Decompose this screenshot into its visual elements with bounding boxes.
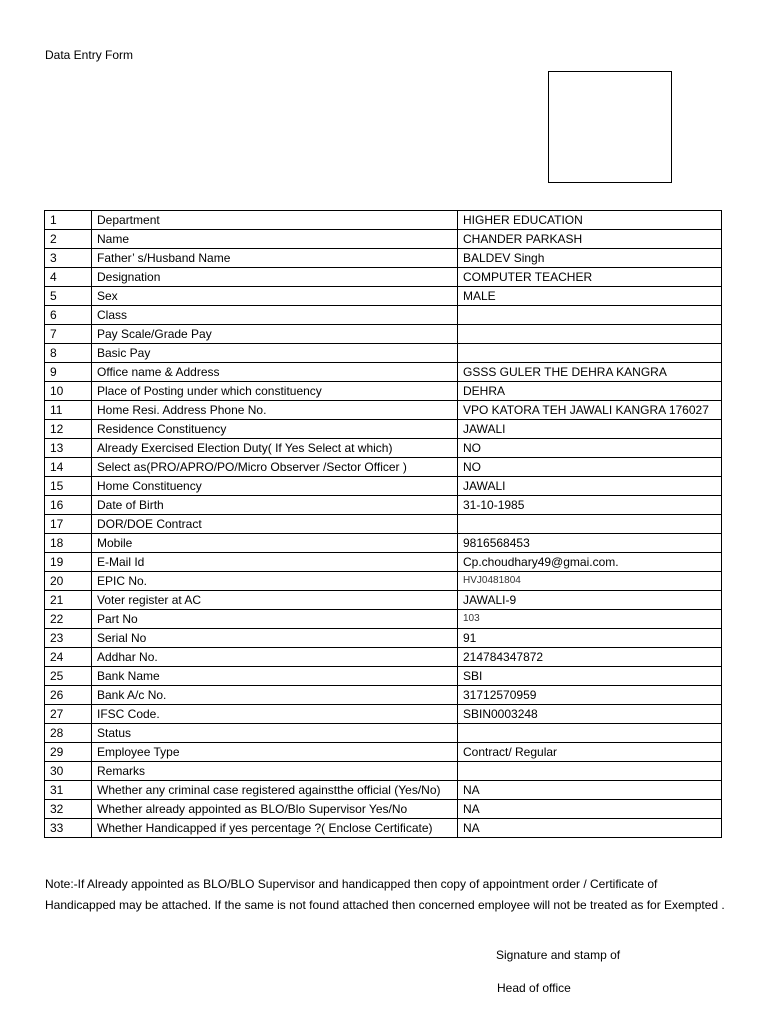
photo-box [548, 71, 672, 183]
row-number: 1 [45, 211, 92, 230]
field-value: BALDEV Singh [458, 249, 722, 268]
row-number: 9 [45, 363, 92, 382]
field-label: Employee Type [92, 743, 458, 762]
field-value [458, 762, 722, 781]
field-label: Pay Scale/Grade Pay [92, 325, 458, 344]
table-row [45, 667, 722, 686]
head-of-office-label: Head of office [497, 981, 571, 995]
field-label: E-Mail Id [92, 553, 458, 572]
field-label: Place of Posting under which constituency [92, 382, 458, 401]
field-label: Status [92, 724, 458, 743]
table-row [45, 268, 722, 287]
table-row [45, 287, 722, 306]
row-number: 30 [45, 762, 92, 781]
field-label: Bank Name [92, 667, 458, 686]
field-value: 103 [458, 610, 722, 629]
field-label: Designation [92, 268, 458, 287]
field-value: DEHRA [458, 382, 722, 401]
note-text: Note:-If Already appointed as BLO/BLO Supervisor and handicapped then copy of appointment order / Certificate of Handicapped may be attached. If the same is not found attached then concerned employee will not be treated as for Exempted . [45, 877, 725, 912]
field-value [458, 515, 722, 534]
field-label: Bank A/c No. [92, 686, 458, 705]
field-value: GSSS GULER THE DEHRA KANGRA [458, 363, 722, 382]
table-row [45, 724, 722, 743]
row-number: 3 [45, 249, 92, 268]
row-number: 24 [45, 648, 92, 667]
table-row [45, 591, 722, 610]
table-row [45, 420, 722, 439]
table-row [45, 401, 722, 420]
field-value: JAWALI [458, 420, 722, 439]
field-value: NA [458, 819, 722, 838]
row-number: 8 [45, 344, 92, 363]
field-value: NO [458, 439, 722, 458]
table-row [45, 648, 722, 667]
row-number: 29 [45, 743, 92, 762]
field-value: JAWALI-9 [458, 591, 722, 610]
table-row [45, 249, 722, 268]
row-number: 27 [45, 705, 92, 724]
table-row [45, 382, 722, 401]
field-label: Name [92, 230, 458, 249]
field-value: NO [458, 458, 722, 477]
field-value: 31712570959 [458, 686, 722, 705]
row-number: 6 [45, 306, 92, 325]
form-title: Data Entry Form [45, 48, 134, 62]
table-row [45, 610, 722, 629]
field-label: Serial No [92, 629, 458, 648]
field-label: Voter register at AC [92, 591, 458, 610]
row-number: 28 [45, 724, 92, 743]
table-row [45, 762, 722, 781]
table-row [45, 819, 722, 838]
row-number: 5 [45, 287, 92, 306]
field-label: Addhar No. [92, 648, 458, 667]
row-number: 21 [45, 591, 92, 610]
table-row [45, 534, 722, 553]
field-value: Cp.choudhary49@gmai.com. [458, 553, 722, 572]
field-label: Sex [92, 287, 458, 306]
field-value: MALE [458, 287, 722, 306]
field-value [458, 724, 722, 743]
row-number: 11 [45, 401, 92, 420]
row-number: 4 [45, 268, 92, 287]
field-value: NA [458, 800, 722, 819]
table-row [45, 344, 722, 363]
row-number: 15 [45, 477, 92, 496]
table-row [45, 211, 722, 230]
row-number: 2 [45, 230, 92, 249]
field-value: 31-10-1985 [458, 496, 722, 515]
field-label: Father’ s/Husband Name [92, 249, 458, 268]
field-label: Whether already appointed as BLO/Blo Supervisor Yes/No [92, 800, 458, 819]
field-value: SBI [458, 667, 722, 686]
field-label: Part No [92, 610, 458, 629]
table-row [45, 629, 722, 648]
table-row [45, 515, 722, 534]
field-value [458, 344, 722, 363]
row-number: 16 [45, 496, 92, 515]
field-value: 91 [458, 629, 722, 648]
row-number: 17 [45, 515, 92, 534]
field-value: COMPUTER TEACHER [458, 268, 722, 287]
field-value: SBIN0003248 [458, 705, 722, 724]
field-label: Remarks [92, 762, 458, 781]
table-row [45, 496, 722, 515]
field-value: Contract/ Regular [458, 743, 722, 762]
table-row [45, 686, 722, 705]
row-number: 25 [45, 667, 92, 686]
row-number: 20 [45, 572, 92, 591]
field-value: HIGHER EDUCATION [458, 211, 722, 230]
table-row [45, 743, 722, 762]
data-entry-table [44, 210, 722, 838]
field-value: NA [458, 781, 722, 800]
table-row [45, 230, 722, 249]
table-row [45, 553, 722, 572]
field-value: 214784347872 [458, 648, 722, 667]
row-number: 7 [45, 325, 92, 344]
table-row [45, 325, 722, 344]
field-label: Select as(PRO/APRO/PO/Micro Observer /Sector Officer ) [92, 458, 458, 477]
row-number: 19 [45, 553, 92, 572]
table-row [45, 705, 722, 724]
field-label: Home Resi. Address Phone No. [92, 401, 458, 420]
row-number: 23 [45, 629, 92, 648]
row-number: 22 [45, 610, 92, 629]
field-label: Mobile [92, 534, 458, 553]
table-row [45, 781, 722, 800]
row-number: 18 [45, 534, 92, 553]
field-label: IFSC Code. [92, 705, 458, 724]
field-label: Residence Constituency [92, 420, 458, 439]
row-number: 13 [45, 439, 92, 458]
field-label: Basic Pay [92, 344, 458, 363]
row-number: 26 [45, 686, 92, 705]
table-row [45, 572, 722, 591]
row-number: 10 [45, 382, 92, 401]
row-number: 33 [45, 819, 92, 838]
field-label: Already Exercised Election Duty( If Yes Select at which) [92, 439, 458, 458]
field-label: EPIC No. [92, 572, 458, 591]
field-value: VPO KATORA TEH JAWALI KANGRA 176027 [458, 401, 722, 420]
row-number: 32 [45, 800, 92, 819]
field-value [458, 325, 722, 344]
field-label: Whether any criminal case registered againstthe official (Yes/No) [92, 781, 458, 800]
table-row [45, 439, 722, 458]
table-row [45, 800, 722, 819]
field-label: DOR/DOE Contract [92, 515, 458, 534]
row-number: 14 [45, 458, 92, 477]
field-value: JAWALI [458, 477, 722, 496]
field-label: Class [92, 306, 458, 325]
field-label: Department [92, 211, 458, 230]
field-value: CHANDER PARKASH [458, 230, 722, 249]
field-value: 9816568453 [458, 534, 722, 553]
field-value [458, 306, 722, 325]
row-number: 31 [45, 781, 92, 800]
field-label: Home Constituency [92, 477, 458, 496]
table-row [45, 306, 722, 325]
field-label: Office name & Address [92, 363, 458, 382]
field-label: Date of Birth [92, 496, 458, 515]
table-row [45, 458, 722, 477]
table-row [45, 363, 722, 382]
signature-label: Signature and stamp of [496, 948, 621, 962]
field-label: Whether Handicapped if yes percentage ?( Enclose Certificate) [92, 819, 458, 838]
row-number: 12 [45, 420, 92, 439]
field-value: HVJ0481804 [458, 572, 722, 591]
table-row [45, 477, 722, 496]
